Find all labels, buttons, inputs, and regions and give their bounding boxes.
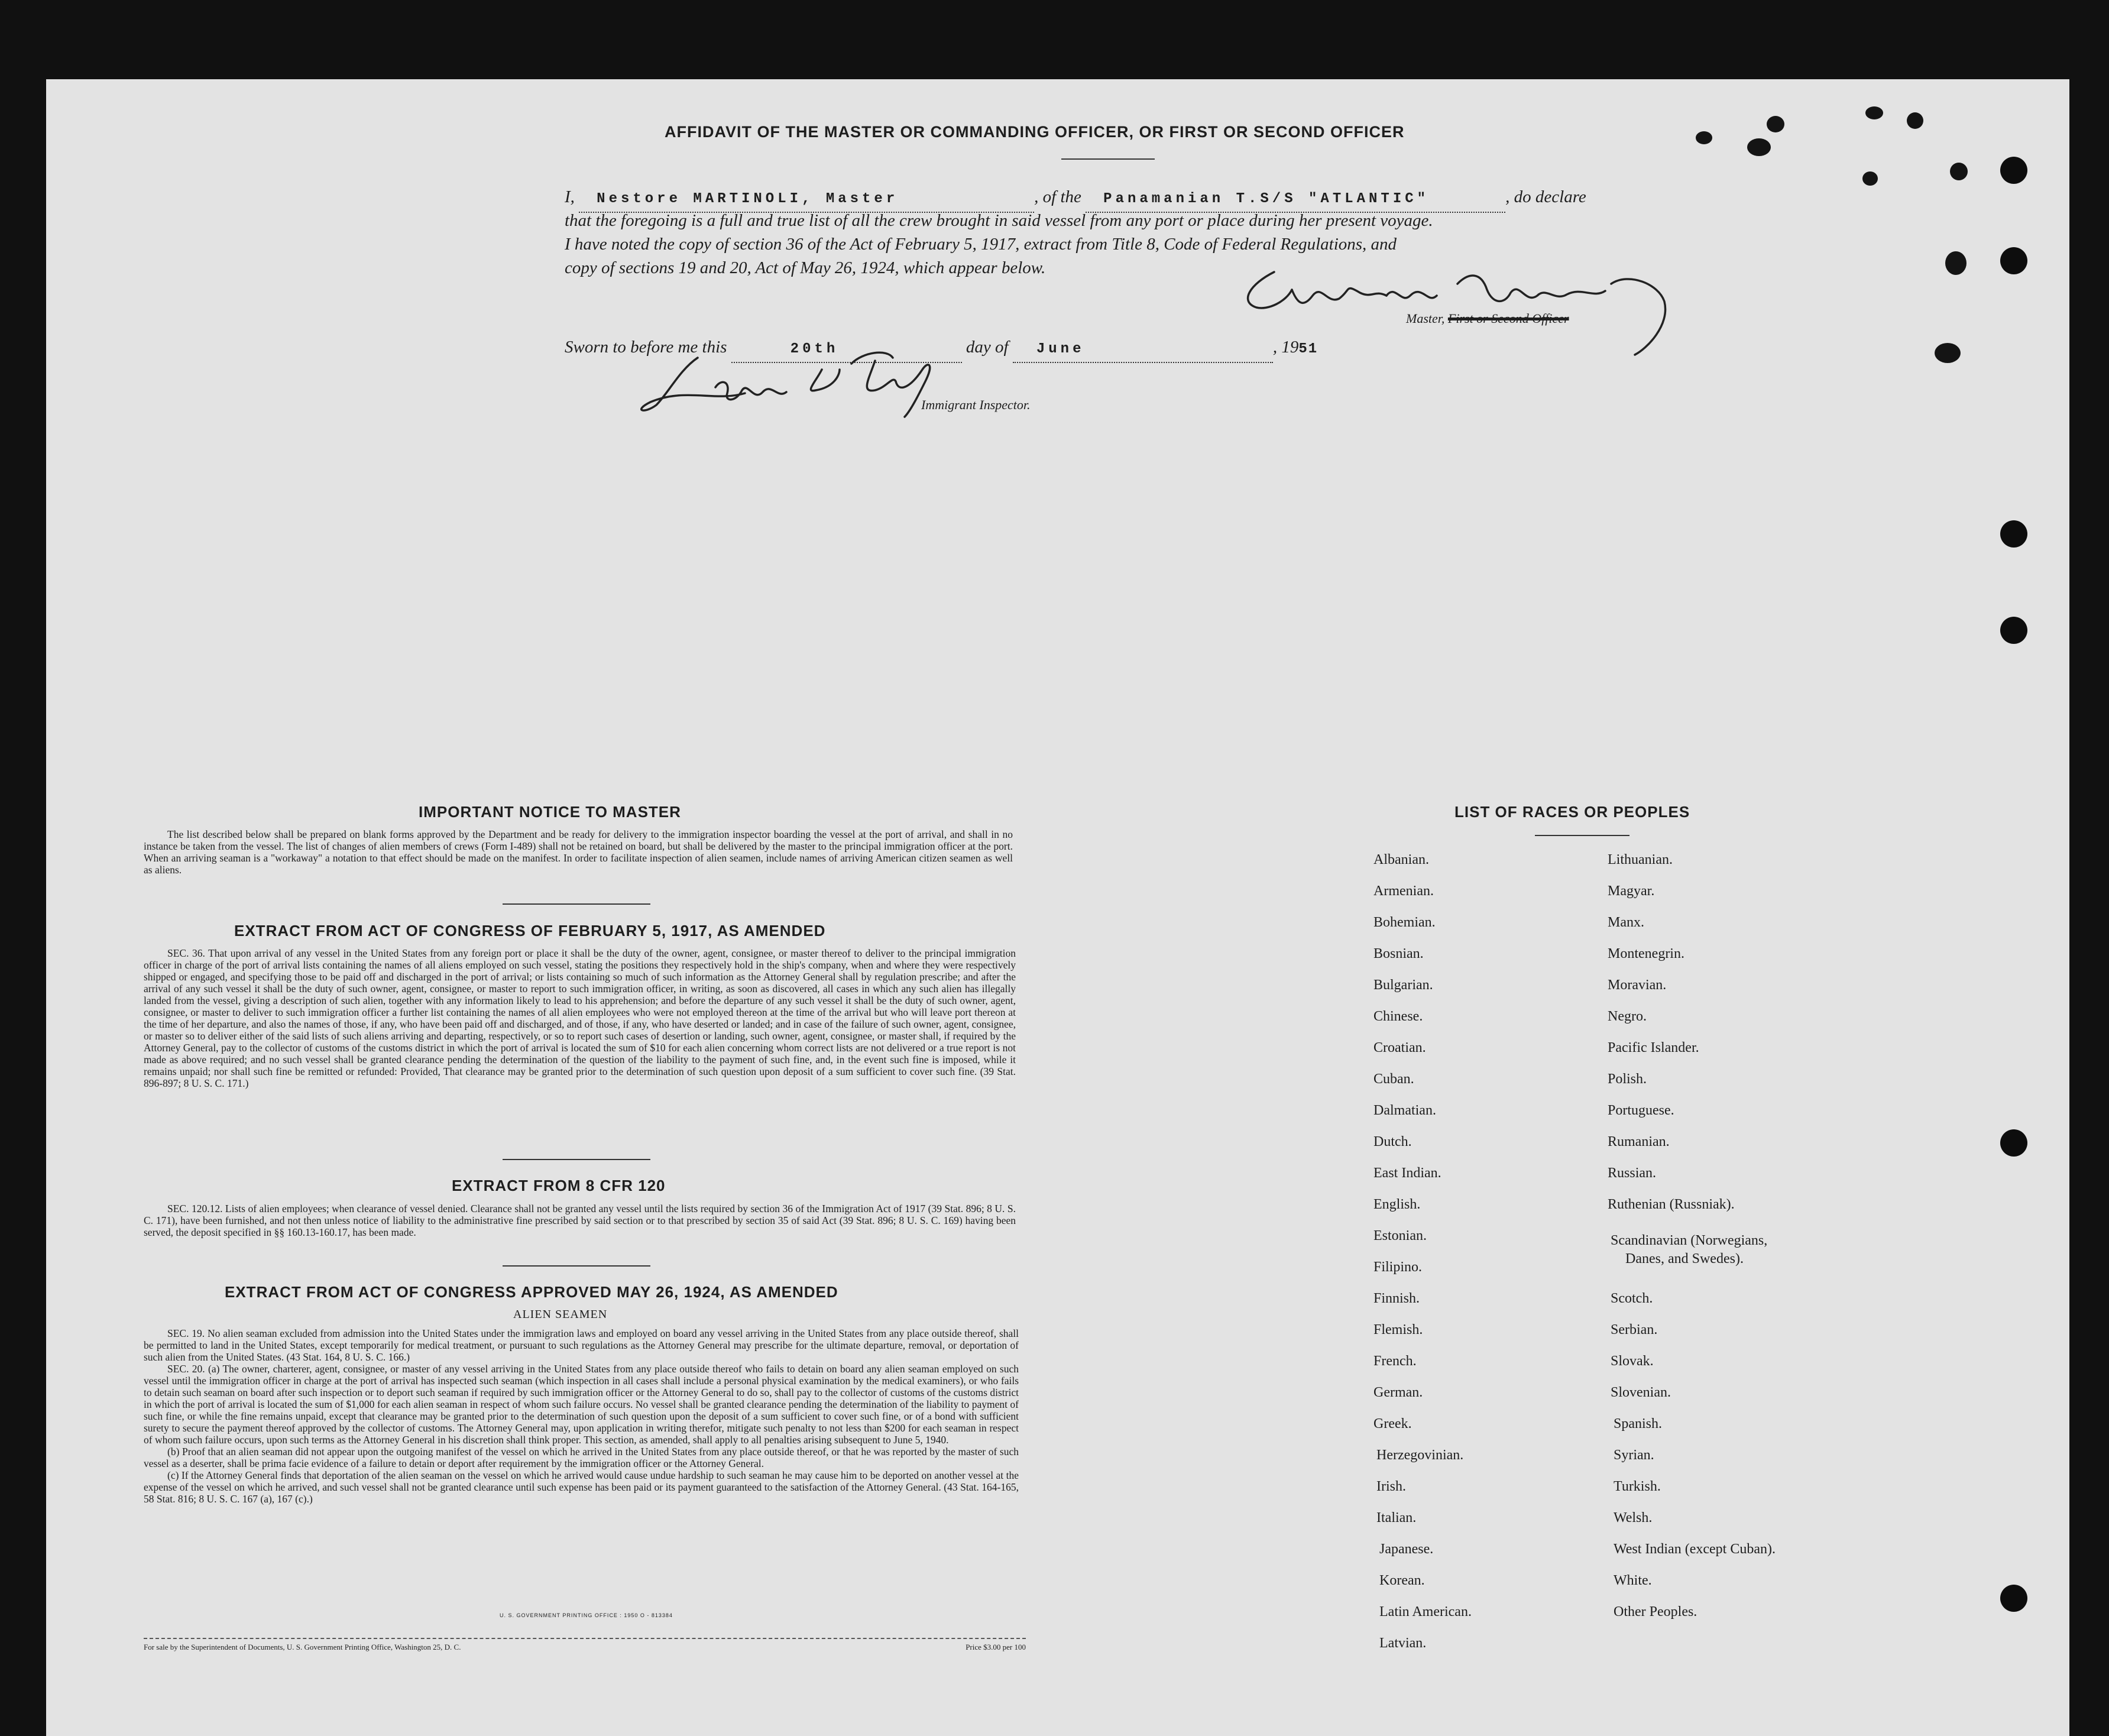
race-item: Russian. [1608, 1165, 1657, 1181]
ink-smudge [1945, 251, 1967, 275]
race-item: White. [1614, 1573, 1652, 1588]
race-item: Syrian. [1614, 1447, 1654, 1463]
notice-text [144, 828, 1013, 876]
race-item: Latvian. [1379, 1635, 1427, 1651]
binder-hole [2000, 157, 2027, 184]
affidavit-title: AFFIDAVIT OF THE MASTER OR COMMANDING OFFICER, OR FIRST OR SECOND OFFICER [665, 123, 1405, 141]
race-item: Greek. [1373, 1416, 1412, 1431]
race-item: Bosnian. [1373, 946, 1424, 961]
decl-prefix: I, [565, 187, 575, 206]
race-item: Rumanian. [1608, 1134, 1670, 1149]
extract-1917-text [144, 947, 1016, 1089]
printing-office-line: U. S. GOVERNMENT PRINTING OFFICE : 1950 O - 813384 [500, 1612, 673, 1618]
declaration-line-4: copy of sections 19 and 20, Act of May 26, 1924, which appear below. [565, 258, 1046, 277]
race-item: Bohemian. [1373, 915, 1436, 930]
extract-1917-title: EXTRACT FROM ACT OF CONGRESS OF FEBRUARY 5, 1917, AS AMENDED [234, 922, 826, 940]
sec20a-paragraph: SEC. 20. (a) The owner, charterer, agent, consignee, or master of any vessel arriving in the United States from any place outside thereof who fails to detain on board any alien seaman employed on such vessel until the immigration officer in charge at the port of arrival has inspected such seaman (which inspection in all cases shall include a personal physical examination by the medical examiners), or who fails to detain such seaman on board after such inspection or to deport such seaman if required by such immigration officer or the Attorney General to do so, shall pay to the collector of customs of the customs district in which the port of arrival is located the sum of $1,000 for each alien seaman in respect of whom such failure occurs. No vessel shall be granted clearance pending the determination of the liability to payment of such fine, or while the fine remains unpaid, except that clearance may be granted prior to the determination of such question upon the deposit of a sum sufficient to cover such fine, or of a bond with sufficient surety to secure the payment thereof approved by the collector of customs. The Attorney General may, upon application in writing therefor, mitigate such penalty to not less than $200 for each seaman in respect of whom such failure occurs, upon such terms as the Attorney General in his discretion shall think proper. This section, as amended, shall apply to all penalties arising subsequent to June 5, 1940. [144, 1363, 1019, 1446]
race-item: Chinese. [1373, 1009, 1423, 1024]
ink-smudge [1696, 131, 1712, 144]
ink-smudge [1950, 163, 1968, 180]
footer-rule [144, 1638, 1026, 1639]
race-item: East Indian. [1373, 1165, 1441, 1181]
inspector-label: Immigrant Inspector. [921, 397, 1031, 412]
race-item: Portuguese. [1608, 1103, 1674, 1118]
sec20b-paragraph: (b) Proof that an alien seaman did not appear upon the outgoing manifest of the vessel on which he arrived in the United States from any place outside thereof, or that he was reported by the master of such vessel as a deserter, shall be prima facie evidence of a failure to detain or deport after requirement by the immigration officer or the Attorney General. [144, 1446, 1019, 1469]
race-item: Cuban. [1373, 1071, 1414, 1087]
title-rule [1061, 158, 1155, 160]
extract-1924-title: EXTRACT FROM ACT OF CONGRESS APPROVED MAY 26, 1924, AS AMENDED [225, 1283, 838, 1301]
sworn-day-of: day of [966, 338, 1009, 357]
declaration-line-2: that the foregoing is a full and true list of all the crew brought in said vessel from any port or place during her present voyage. [565, 211, 1433, 230]
race-item: Estonian. [1373, 1228, 1427, 1243]
sworn-year-field: 51 [1298, 341, 1318, 357]
race-item: Manx. [1608, 915, 1644, 930]
binder-hole [2000, 1585, 2027, 1612]
race-item: Negro. [1608, 1009, 1647, 1024]
race-item: Finnish. [1373, 1291, 1420, 1306]
vessel-name-field: Panamanian T.S/S "ATLANTIC" [1086, 187, 1505, 213]
race-item: Filipino. [1373, 1259, 1423, 1275]
section-rule [503, 1159, 650, 1160]
race-item: English. [1373, 1197, 1421, 1212]
extract-1924-subtitle: ALIEN SEAMEN [513, 1308, 608, 1321]
race-item: German. [1373, 1385, 1423, 1400]
extract-1924-text [144, 1327, 1019, 1505]
race-item: Montenegrin. [1608, 946, 1684, 961]
extract-cfr-paragraph: SEC. 120.12. Lists of alien employees; when clearance of vessel denied. Clearance shall not be granted any vessel until the lists required by section 36 of the Immigration Act of 1917 (39 Stat. 896; 8 U. S. C. 171), have been furnished, and not then unless notice of liability to the administrative fine prescribed by said section or to that prescribed by section 35 of said Act (39 Stat. 896; 8 U. S. C. 169) having been served, the deposit specified in §§ 160.13-160.17, has been made. [144, 1203, 1016, 1238]
footer-price: Price $3.00 per 100 [966, 1643, 1026, 1651]
races-rule [1535, 835, 1629, 836]
sec20c-paragraph: (c) If the Attorney General finds that deportation of the alien seaman on the vessel on which he arrived would cause undue hardship to such seaman he may cause him to be deported on another vessel at the expense of the vessel on which he arrived, and such vessel shall not be granted clearance until such expense has been paid or its payment guaranteed to the satisfaction of the Attorney General. (43 Stat. 164-165, 58 Stat. 816; 8 U. S. C. 167 (a), 167 (c).) [144, 1469, 1019, 1505]
sworn-month-field: June [1013, 337, 1273, 363]
ink-smudge [1747, 138, 1771, 156]
footer-sale-text: For sale by the Superintendent of Documents, U. S. Government Printing Office, Washington 25, D. C. [144, 1643, 461, 1651]
race-item: Albanian. [1373, 852, 1429, 867]
race-item: Slovenian. [1611, 1385, 1671, 1400]
race-item: Armenian. [1373, 883, 1434, 899]
extract-cfr-title: EXTRACT FROM 8 CFR 120 [452, 1177, 666, 1194]
extract-cfr-text [144, 1203, 1016, 1238]
struck-officer-label: First or Second Officer [1447, 311, 1569, 326]
race-item: Flemish. [1373, 1322, 1423, 1337]
race-item: Scandinavian (Norwegians, [1611, 1233, 1768, 1248]
race-item: Lithuanian. [1608, 852, 1673, 867]
race-item: French. [1373, 1353, 1417, 1369]
declaration-line-3: I have noted the copy of section 36 of the Act of February 5, 1917, extract from Title 8, Code of Federal Regulations, and [565, 235, 1397, 254]
race-item: Japanese. [1379, 1541, 1434, 1557]
race-item: West Indian (except Cuban). [1614, 1541, 1776, 1557]
race-item: Dalmatian. [1373, 1103, 1436, 1118]
section-rule [503, 1265, 650, 1267]
race-item: Other Peoples. [1614, 1604, 1697, 1620]
ink-smudge [1907, 112, 1923, 129]
race-item: Bulgarian. [1373, 977, 1433, 993]
race-item: Danes, and Swedes). [1625, 1251, 1744, 1267]
race-item: Korean. [1379, 1573, 1425, 1588]
race-item: Slovak. [1611, 1353, 1654, 1369]
master-name-field: Nestore MARTINOLI, Master [579, 187, 1034, 213]
race-item: Dutch. [1373, 1134, 1412, 1149]
master-label: Master, [1406, 311, 1445, 326]
sworn-day-field: 20th [731, 337, 962, 363]
decl-suffix: , do declare [1505, 187, 1586, 206]
race-item: Welsh. [1614, 1510, 1653, 1526]
race-item: Spanish. [1614, 1416, 1663, 1431]
ink-smudge [1767, 116, 1784, 132]
footer [144, 1643, 1026, 1652]
race-item: Irish. [1376, 1479, 1406, 1494]
sworn-year-prefix: , 19 [1272, 338, 1299, 357]
binder-hole [2000, 520, 2027, 548]
race-item: Herzegovinian. [1376, 1447, 1464, 1463]
extract-1917-paragraph: SEC. 36. That upon arrival of any vessel in the United States from any foreign port or place it shall be the duty of the owner, agent, consignee, or master thereof to deliver to the principal immigration officer in charge of the port of arrival lists containing the names of all aliens employed on such vessel, stating the positions they respectively hold in the ship's company, when and where they were respectively shipped or engaged, and specifying those to be paid off and discharged in the port of arrival; or lists containing so much of such information as the Attorney General shall by regulation prescribe; and after the arrival of any such vessel it shall be the duty of such owner, agent, consignee, or master to report to such immigration officer, in writing, as soon as discovered, all cases in which any such alien has illegally landed from the vessel, giving a description of such alien, together with any information likely to lead to his apprehension; and before the departure of any such vessel it shall be the duty of such owner, agent, consignee, or master to deliver to such immigration officer a further list containing the names of all alien employees who were not employed thereon at the time of the arrival but who will leave port thereon at the time of her departure, and also the names of those, if any, who have been paid off and discharged, and of those, if any, who have deserted or landed; and in case of the failure of such owner, agent, consignee, or master so to deliver either of the said lists of such aliens arriving and departing, respectively, or so to report such cases of desertion or landing, such owner, agent, consignee, or master shall, if required by the Attorney General, pay to the collector of customs of the customs district in which the port of arrival is located the sum of $10 for each alien concerning whom correct lists are not delivered or a true report is not made as above required; and no such vessel shall be granted clearance pending the determination of the question of the liability to the payment of such fine, and, in the event such fine is imposed, while it remains unpaid; nor shall such fine be remitted or refunded: Provided, That clearance may be granted prior to the determination of such question upon deposit of a sum sufficient to cover such fine. (39 Stat. 896-897; 8 U. S. C. 171.) [144, 947, 1016, 1089]
decl-of-the: , of the [1034, 187, 1081, 206]
race-item: Turkish. [1614, 1479, 1661, 1494]
race-item: Polish. [1608, 1071, 1647, 1087]
ink-smudge [1862, 171, 1878, 186]
race-item: Croatian. [1373, 1040, 1426, 1055]
sec19-paragraph: SEC. 19. No alien seaman excluded from admission into the United States under the immigration laws and employed on board any vessel arriving in the United States from any place outside thereof, shall be permitted to land in the United States, except temporarily for medical treatment, or pursuant to such regulations as the Attorney General may prescribe for the ultimate departure, removal, or deportation of such alien from the United States. (43 Stat. 164, 8 U. S. C. 166.) [144, 1327, 1019, 1363]
ink-smudge [1865, 106, 1883, 119]
ink-smudge [1935, 343, 1961, 363]
master-label-line [1406, 311, 1569, 326]
race-item: Scotch. [1611, 1291, 1653, 1306]
race-item: Serbian. [1611, 1322, 1658, 1337]
race-item: Moravian. [1608, 977, 1667, 993]
binder-hole [2000, 617, 2027, 644]
race-item: Pacific Islander. [1608, 1040, 1699, 1055]
notice-title: IMPORTANT NOTICE TO MASTER [419, 803, 681, 821]
notice-paragraph: The list described below shall be prepared on blank forms approved by the Department and be ready for delivery to the immigration inspector boarding the vessel at the port of arrival, and shall in no instance be taken from the vessel. The list of changes of alien members of crews (Form I-489) shall not be retained on board, but shall be delivered by the master to the principal immigration officer at the port. When an arriving seaman is a "workaway" a notation to that effect should be made on the manifest. In order to facilitate inspection of alien seamen, include names of arriving American citizen seamen as well as aliens. [144, 828, 1013, 876]
race-item: Magyar. [1608, 883, 1655, 899]
race-item: Ruthenian (Russniak). [1608, 1197, 1735, 1212]
race-item: Latin American. [1379, 1604, 1472, 1620]
binder-hole [2000, 247, 2027, 274]
race-item: Italian. [1376, 1510, 1417, 1526]
binder-hole [2000, 1129, 2027, 1157]
races-title: LIST OF RACES OR PEOPLES [1454, 803, 1690, 821]
sworn-prefix: Sworn to before me this [565, 338, 727, 357]
inspector-signature [627, 346, 958, 423]
section-rule [503, 903, 650, 905]
